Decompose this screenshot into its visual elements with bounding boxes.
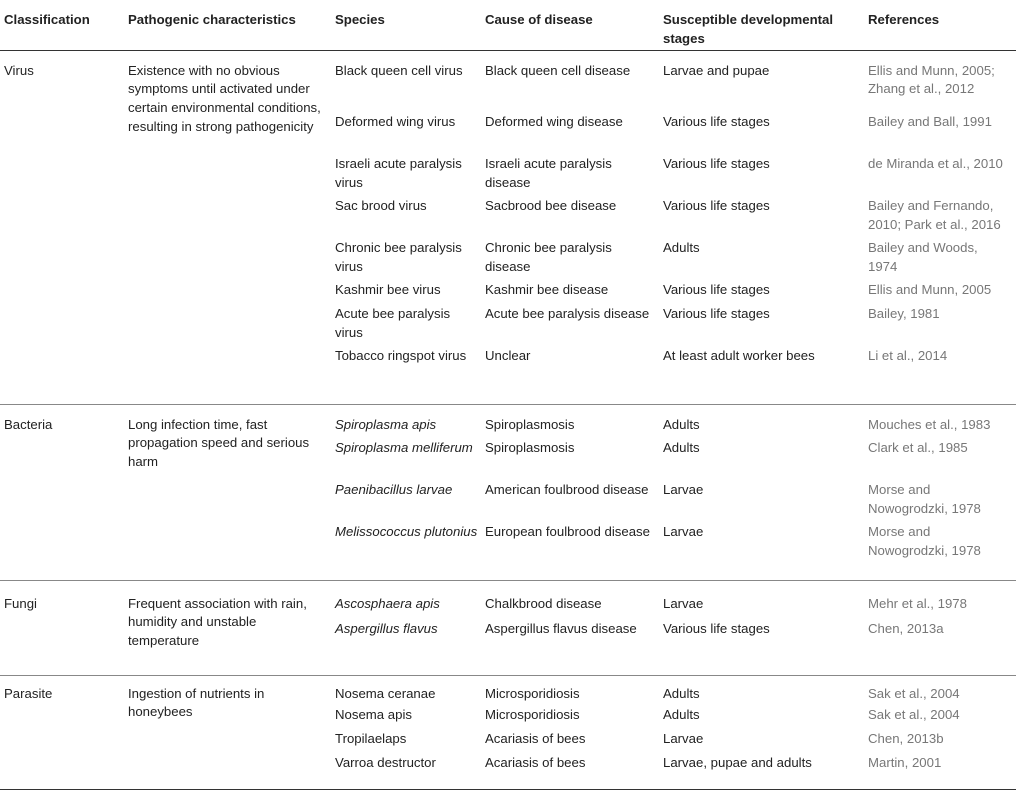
reference-cell: Mehr et al., 1978 [868, 595, 967, 611]
species-cell: Kashmir bee virus [335, 282, 441, 297]
stages-cell: Various life stages [663, 306, 770, 321]
reference-cell: Ellis and Munn, 2005 [868, 282, 992, 297]
table-row [0, 404, 1016, 436]
reference-cell: Bailey and Ball, 1991 [868, 114, 992, 129]
cause-cell: Black queen cell disease [485, 62, 631, 78]
stages-cell: Adults [663, 416, 700, 432]
stages-cell: Adults [663, 240, 700, 255]
stages-cell: Larvae and pupae [663, 62, 770, 78]
species-cell: Chronic bee paralysis virus [335, 240, 462, 274]
reference-cell: Bailey and Woods, 1974 [868, 240, 978, 274]
reference-cell: Mouches et al., 1983 [868, 416, 991, 432]
species-cell: Ascosphaera apis [335, 595, 440, 611]
species-cell: Varroa destructor [335, 755, 436, 771]
species-cell: Spiroplasma apis [335, 416, 437, 432]
cause-cell: European foulbrood disease [485, 524, 650, 539]
species-cell: Tropilaelaps [335, 731, 407, 747]
species-cell: Tobacco ringspot virus [335, 348, 467, 363]
reference-cell: Bailey and Fernando, 2010; Park et al., 2016 [868, 198, 1001, 232]
reference-cell: Bailey, 1981 [868, 306, 940, 321]
cause-cell: Acariasis of bees [485, 731, 586, 747]
reference-cell: de Miranda et al., 2010 [868, 156, 1003, 171]
species-cell: Black queen cell virus [335, 62, 463, 78]
classification-cell: Bacteria [4, 416, 53, 432]
stages-cell: Larvae [663, 595, 704, 611]
reference-cell: Li et al., 2014 [868, 348, 948, 363]
cause-cell: Deformed wing disease [485, 114, 623, 129]
classification-cell: Virus [4, 62, 34, 78]
reference-cell: Chen, 2013a [868, 621, 944, 636]
table-row [0, 50, 1016, 110]
species-cell: Nosema apis [335, 707, 412, 723]
stages-cell: Larvae [663, 731, 704, 747]
species-cell: Paenibacillus larvae [335, 482, 453, 497]
cause-cell: Sacbrood bee disease [485, 198, 617, 213]
table-header [0, 0, 1016, 50]
characteristics-cell: Ingestion of nutrients in honeybees [128, 685, 265, 720]
stages-cell: Adults [663, 440, 700, 455]
column-header: Pathogenic characteristics [128, 12, 296, 27]
cause-cell: American foulbrood disease [485, 482, 649, 497]
classification-cell: Parasite [4, 685, 53, 701]
column-header: Classification [4, 12, 90, 27]
reference-cell: Morse and Nowogrodzki, 1978 [868, 524, 981, 558]
species-cell: Deformed wing virus [335, 114, 456, 129]
stages-cell: Larvae [663, 524, 704, 539]
cause-cell: Chronic bee paralysis disease [485, 240, 612, 274]
column-header: Cause of disease [485, 12, 593, 27]
species-cell: Aspergillus flavus [335, 621, 438, 636]
cause-cell: Spiroplasmosis [485, 440, 575, 455]
cause-cell: Spiroplasmosis [485, 416, 575, 432]
cause-cell: Israeli acute paralysis disease [485, 156, 612, 190]
species-cell: Melissococcus plutonius [335, 524, 478, 539]
stages-cell: At least adult worker bees [663, 348, 815, 363]
column-header: Susceptible developmental stages [663, 12, 834, 46]
reference-cell: Clark et al., 1985 [868, 440, 968, 455]
table-body [0, 50, 1016, 789]
stages-cell: Adults [663, 707, 700, 723]
table-row [0, 580, 1016, 617]
cause-cell: Kashmir bee disease [485, 282, 609, 297]
cause-cell: Unclear [485, 348, 531, 363]
stages-cell: Various life stages [663, 282, 770, 297]
header-row [0, 0, 1016, 50]
table-row [0, 675, 1016, 703]
species-cell: Spiroplasma melliferum [335, 440, 473, 455]
cause-cell: Acute bee paralysis disease [485, 306, 650, 321]
reference-cell: Sak et al., 2004 [868, 685, 960, 701]
stages-cell: Larvae [663, 482, 704, 497]
reference-cell: Chen, 2013b [868, 731, 944, 747]
classification-cell: Fungi [4, 595, 37, 611]
column-header: References [868, 12, 940, 27]
characteristics-cell: Frequent association with rain, humidity and unstable temperature [128, 595, 307, 649]
characteristics-cell: Existence with no obvious symptoms until activated under certain environmental conditions, resulting in strong pathogenicity [128, 62, 321, 134]
cause-cell: Chalkbrood disease [485, 595, 602, 611]
characteristics-cell: Long infection time, fast propagation speed and serious harm [128, 416, 310, 470]
species-cell: Nosema ceranae [335, 685, 436, 701]
reference-cell: Ellis and Munn, 2005; Zhang et al., 2012 [868, 62, 995, 97]
reference-cell: Morse and Nowogrodzki, 1978 [868, 482, 981, 516]
species-cell: Acute bee paralysis virus [335, 306, 451, 340]
stages-cell: Various life stages [663, 621, 770, 636]
stages-cell: Various life stages [663, 198, 770, 213]
cause-cell: Aspergillus flavus disease [485, 621, 637, 636]
stages-cell: Various life stages [663, 156, 770, 171]
stages-cell: Larvae, pupae and adults [663, 755, 812, 771]
species-cell: Israeli acute paralysis virus [335, 156, 462, 190]
stages-cell: Adults [663, 685, 700, 701]
cause-cell: Acariasis of bees [485, 755, 586, 771]
cause-cell: Microsporidiosis [485, 707, 580, 723]
species-cell: Sac brood virus [335, 198, 427, 213]
reference-cell: Martin, 2001 [868, 755, 942, 771]
reference-cell: Sak et al., 2004 [868, 707, 960, 723]
cause-cell: Microsporidiosis [485, 685, 580, 701]
column-header: Species [335, 12, 385, 27]
stages-cell: Various life stages [663, 114, 770, 129]
